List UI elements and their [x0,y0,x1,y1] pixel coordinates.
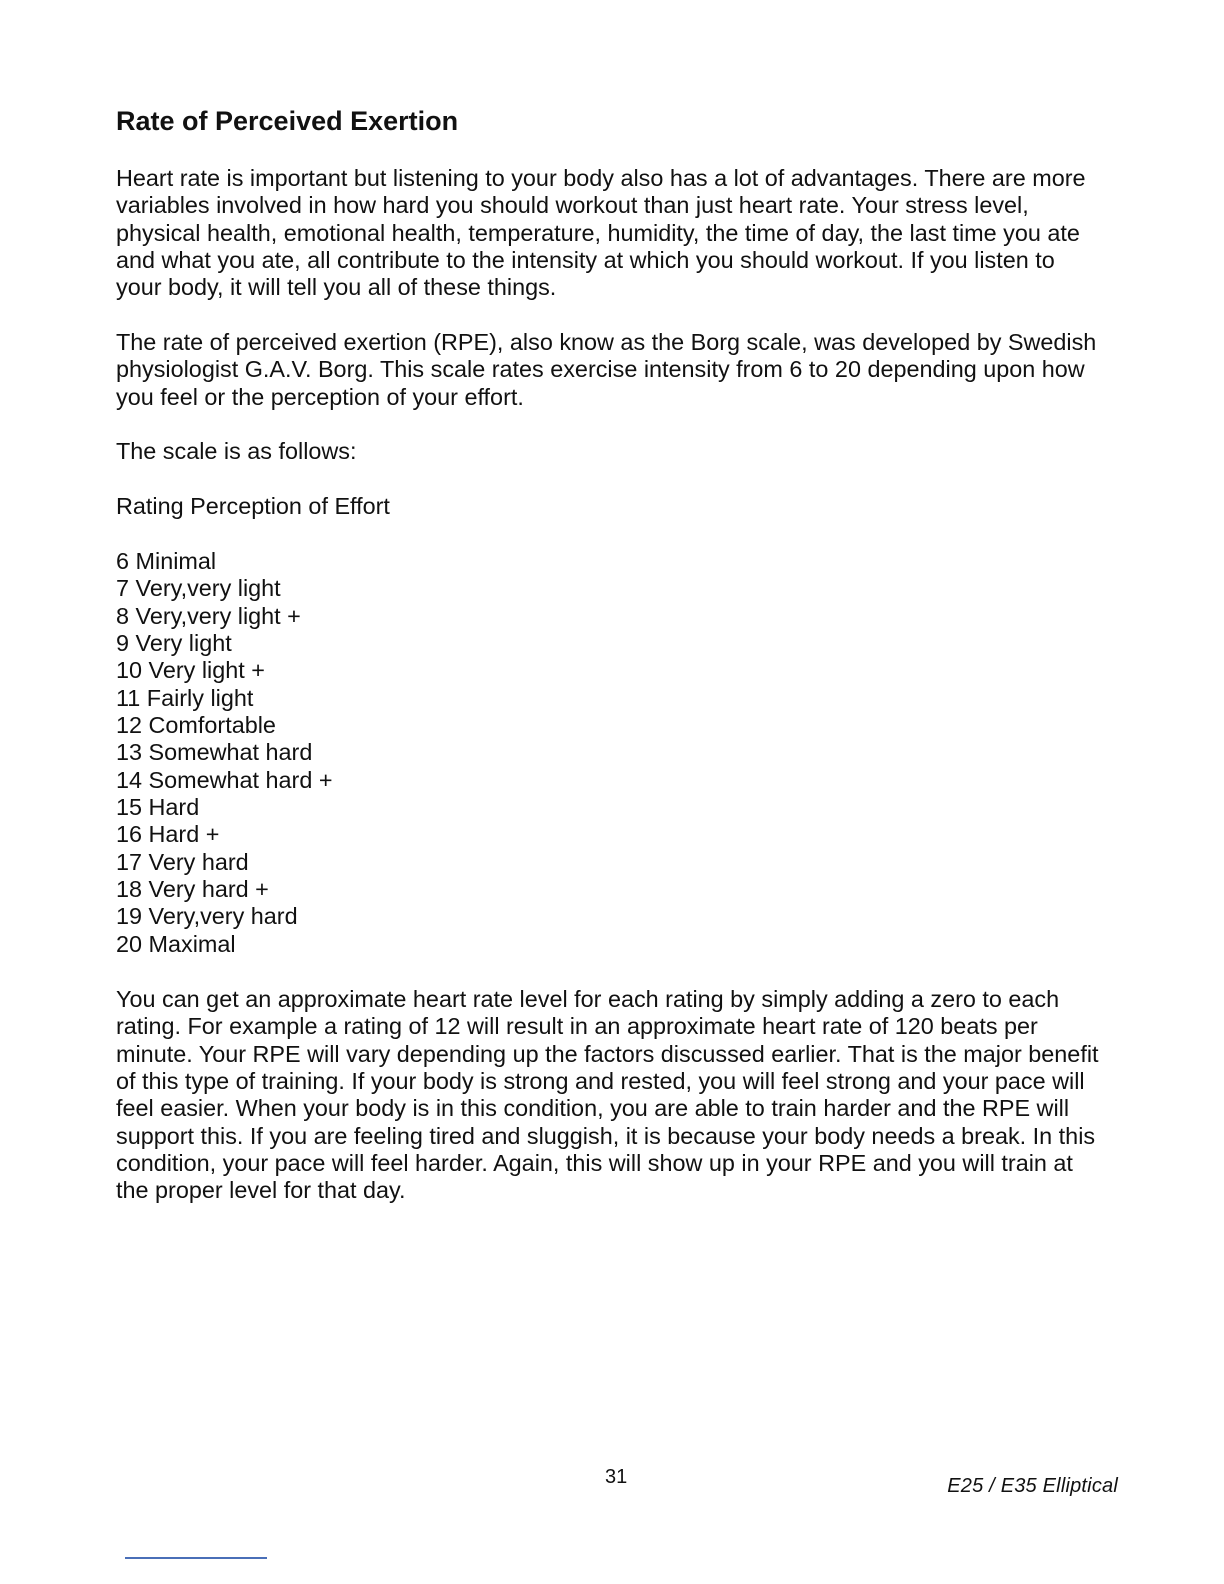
list-item: 18 Very hard + [116,876,269,903]
list-item: 16 Hard + [116,821,220,848]
text-line: Heart rate is important but listening to your body also has a lot of advantages. There are more [116,165,1086,191]
text-line: your body, it will tell you all of these things. [116,274,557,301]
text-line: you feel or the perception of your effort. [116,383,524,410]
scale-list [116,548,333,958]
paragraph-borg [116,329,1096,411]
scale-intro: The scale is as follows: [116,438,357,464]
text-line: feel easier. When your body is in this condition, you are able to train harder and the RPE will [116,1095,1070,1122]
list-item: 6 Minimal [116,548,217,574]
text-line: support this. If you are feeling tired and sluggish, it is because your body needs a break. In this [116,1122,1096,1149]
text-line: the proper level for that day. [116,1177,406,1204]
text-line: You can get an approximate heart rate level for each rating by simply adding a zero to each [116,986,1060,1012]
text-line: rating. For example a rating of 12 will result in an approximate heart rate of 120 beats per [116,1013,1038,1040]
list-item: 8 Very,very light + [116,602,301,629]
text-line: condition, your pace will feel harder. Again, this will show up in your RPE and you will train at [116,1150,1073,1177]
text-line: and what you ate, all contribute to the intensity at which you should workout. If you listen to [116,247,1055,274]
list-item: 13 Somewhat hard [116,739,313,766]
scale-header: Rating Perception of Effort [116,493,390,519]
list-item: 11 Fairly light [116,684,254,711]
text-line: of this type of training. If your body is strong and rested, you will feel strong and your pace will [116,1068,1085,1095]
footer-model: E25 / E35 Elliptical [947,1475,1118,1497]
page-number: 31 [605,1466,628,1488]
list-item: 7 Very,very light [116,575,281,602]
text-line: physical health, emotional health, temperature, humidity, the time of day, the last time you ate [116,219,1080,246]
paragraph-heart-rate [116,986,1099,1205]
list-item: 17 Very hard [116,848,249,875]
text-line: variables involved in how hard you should workout than just heart rate. Your stress level, [116,192,1029,219]
text-line: The rate of perceived exertion (RPE), also know as the Borg scale, was developed by Swedish [116,329,1097,355]
divider [125,1557,267,1559]
page-title: Rate of Perceived Exertion [116,106,459,136]
list-item: 19 Very,very hard [116,903,298,930]
list-item: 10 Very light + [116,657,265,684]
list-item: 14 Somewhat hard + [116,766,333,793]
list-item: 12 Comfortable [116,712,276,739]
paragraph-intro [116,165,1086,302]
list-item: 20 Maximal [116,930,236,957]
list-item: 9 Very light [116,630,232,657]
text-line: minute. Your RPE will vary depending up the factors discussed earlier. That is the major benefit [116,1040,1099,1067]
list-item: 15 Hard [116,794,200,821]
text-line: physiologist G.A.V. Borg. This scale rates exercise intensity from 6 to 20 depending upon how [116,356,1085,383]
